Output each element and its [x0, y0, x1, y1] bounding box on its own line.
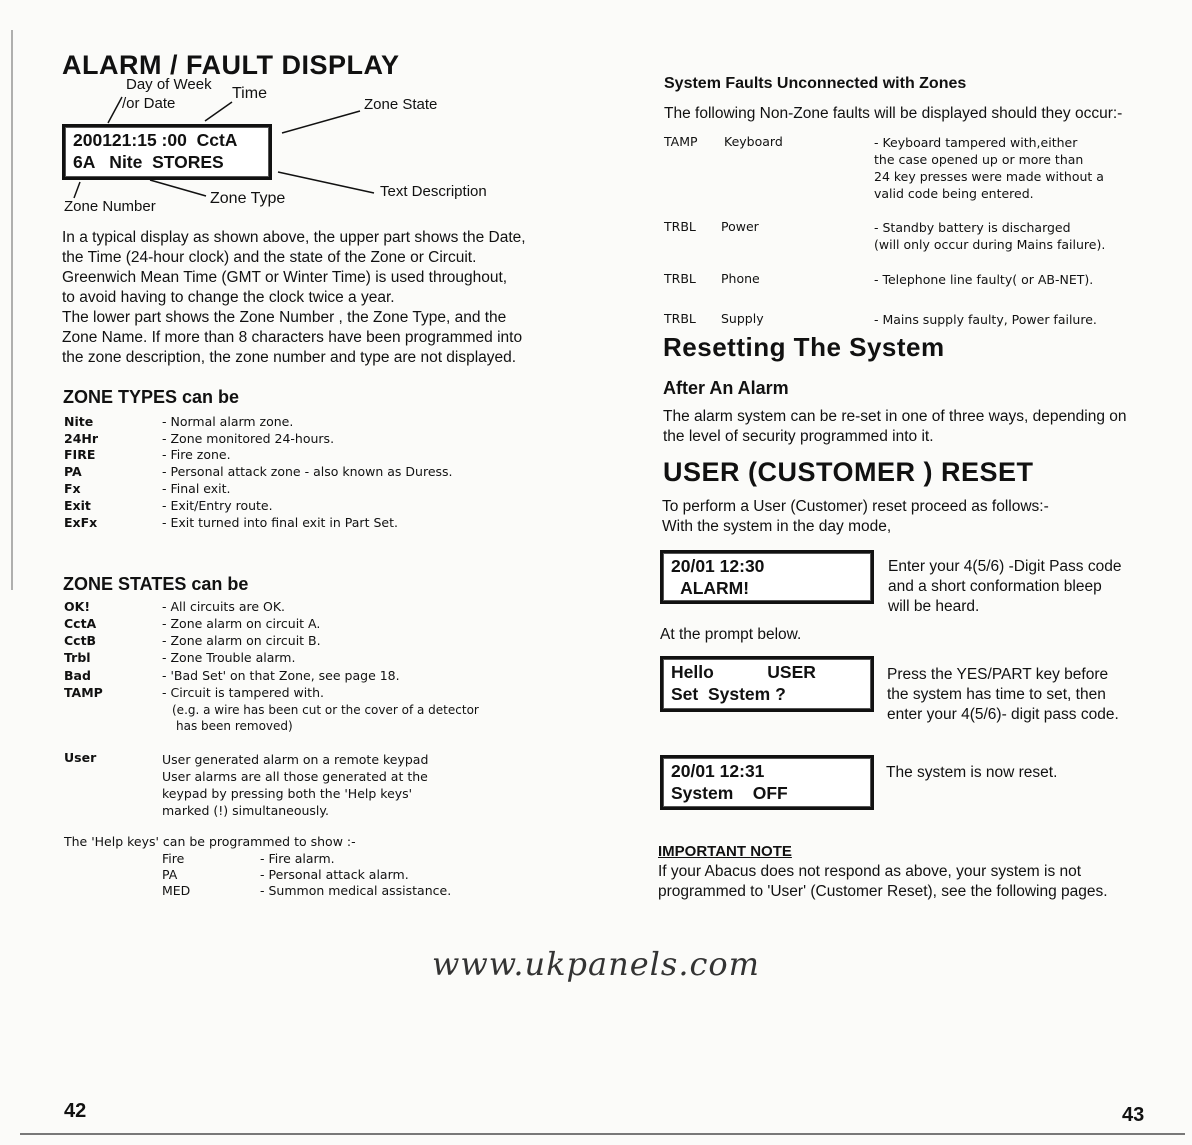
zone-state-desc: - All circuits are OK.: [162, 599, 286, 614]
label-or-date: /or Date: [122, 95, 176, 112]
scan-left-edge: [11, 30, 13, 590]
fault-desc-line: (will only occur during Mains failure).: [874, 237, 1106, 252]
zone-type-desc: - Final exit.: [162, 481, 231, 496]
step-line: Press the YES/PART key before: [887, 666, 1109, 683]
help-key-desc: - Summon medical assistance.: [260, 883, 452, 898]
lcd-line-2: 6A Nite STORES: [73, 152, 224, 172]
fault-name: Phone: [721, 271, 760, 286]
user-reset-intro: [662, 497, 1049, 537]
diagram-leader-lines: [0, 0, 600, 230]
step1-instructions: [888, 557, 1121, 617]
step3-instructions: [886, 763, 1057, 783]
after-alarm-line: The alarm system can be re-set in one of three ways, depending on: [663, 408, 1127, 425]
label-zone-type: Zone Type: [210, 190, 286, 207]
zone-type-code: Exit: [64, 498, 91, 513]
intro-line: the Time (24-hour clock) and the state of the Zone or Circuit.: [62, 249, 477, 266]
step-line: and a short conformation bleep: [888, 578, 1102, 595]
zone-type-code: Fx: [64, 481, 81, 496]
zone-type-desc: - Personal attack zone - also known as Duress.: [162, 464, 453, 479]
after-alarm-line: the level of security programmed into it.: [663, 428, 934, 445]
zone-type-desc: - Normal alarm zone.: [162, 414, 294, 429]
zone-state-desc: - Circuit is tampered with.: [162, 685, 324, 700]
zone-type-code: Nite: [64, 414, 94, 429]
zone-state-code: CctA: [64, 616, 97, 631]
intro-line: Zone Name. If more than 8 characters have been programmed into: [62, 329, 523, 346]
user-line: User alarms are all those generated at the: [162, 769, 428, 784]
important-note-paragraph: [658, 862, 1108, 902]
lcd-line-1: 200121:15 :00 CctA: [73, 130, 238, 150]
fault-name: Keyboard: [724, 134, 783, 149]
page-number-left: 42: [64, 1100, 87, 1122]
after-alarm-heading: After An Alarm: [663, 378, 789, 398]
zone-state-code: Trbl: [64, 650, 91, 665]
tamp-note-line: (e.g. a wire has been cut or the cover of a detector: [172, 703, 479, 717]
help-key-desc: - Personal attack alarm.: [260, 867, 409, 882]
resetting-heading: Resetting The System: [663, 332, 945, 362]
lcd-line-1: Hello USER: [671, 662, 816, 682]
fault-desc-line: valid code being entered.: [874, 186, 1034, 201]
zone-type-code: PA: [64, 464, 82, 479]
zone-state-code: TAMP: [64, 685, 103, 700]
example-lcd-display: [62, 124, 272, 180]
zone-state-desc: - 'Bad Set' on that Zone, see page 18.: [162, 668, 400, 683]
zone-type-code: FIRE: [64, 447, 96, 462]
important-line: programmed to 'User' (Customer Reset), see the following pages.: [658, 883, 1108, 900]
help-key-code: PA: [162, 867, 178, 882]
fault-code: TRBL: [664, 271, 696, 286]
lcd-line-2: System OFF: [671, 783, 788, 803]
step-line: enter your 4(5/6)- digit pass code.: [887, 706, 1119, 723]
help-keys-intro: The 'Help keys' can be programmed to show :-: [64, 834, 356, 849]
fault-description: [874, 311, 1097, 328]
zone-type-desc: - Exit/Entry route.: [162, 498, 273, 513]
fault-desc-line: - Standby battery is discharged: [874, 220, 1071, 235]
faults-intro: The following Non-Zone faults will be displayed should they occur:-: [664, 105, 1123, 122]
label-time: Time: [232, 85, 267, 102]
intro-line: to avoid having to change the clock twice a year.: [62, 289, 395, 306]
help-key-code: MED: [162, 883, 191, 898]
intro-paragraph: [62, 228, 542, 368]
fault-desc-line: - Telephone line faulty( or AB-NET).: [874, 272, 1094, 287]
system-faults-heading: System Faults Unconnected with Zones: [664, 75, 967, 92]
user-description: [162, 751, 428, 819]
intro-line: Greenwich Mean Time (GMT or Winter Time) is used throughout,: [62, 269, 508, 286]
user-line: keypad by pressing both the 'Help keys': [162, 786, 413, 801]
important-line: If your Abacus does not respond as above, your system is not: [658, 863, 1082, 880]
step-line: The system is now reset.: [886, 764, 1058, 781]
zone-state-code: OK!: [64, 599, 91, 614]
label-zone-number: Zone Number: [64, 198, 156, 215]
zone-state-code: CctB: [64, 633, 97, 648]
user-line: User generated alarm on a remote keypad: [162, 752, 429, 767]
label-text-description: Text Description: [380, 183, 487, 200]
user-reset-line: To perform a User (Customer) reset proceed as follows:-: [662, 498, 1049, 515]
important-note-heading: IMPORTANT NOTE: [658, 843, 792, 860]
tamp-note-line: has been removed): [176, 719, 293, 733]
fault-description: [874, 271, 1093, 288]
zone-state-desc: - Zone alarm on circuit B.: [162, 633, 321, 648]
fault-description: [874, 219, 1105, 253]
fault-desc-line: the case opened up or more than: [874, 152, 1084, 167]
fault-desc-line: 24 key presses were made without a: [874, 169, 1104, 184]
prompt-below-text: At the prompt below.: [660, 626, 802, 643]
lcd-system-off-display: [660, 755, 874, 810]
zone-state-code: Bad: [64, 668, 91, 683]
user-line: marked (!) simultaneously.: [162, 803, 329, 818]
lcd-line-2: ALARM!: [671, 578, 750, 598]
zone-type-code: 24Hr: [64, 431, 99, 446]
after-alarm-paragraph: [663, 407, 1127, 447]
lcd-line-1: 20/01 12:31: [671, 761, 765, 781]
zone-type-desc: - Exit turned into final exit in Part Set.: [162, 515, 398, 530]
label-day-of-week: Day of Week: [126, 76, 212, 93]
user-reset-line: With the system in the day mode,: [662, 518, 892, 535]
fault-desc-line: - Keyboard tampered with,either: [874, 135, 1078, 150]
step-line: will be heard.: [888, 598, 980, 615]
lcd-line-2: Set System ?: [671, 684, 786, 704]
zone-type-desc: - Fire zone.: [162, 447, 231, 462]
zone-type-desc: - Zone monitored 24-hours.: [162, 431, 335, 446]
intro-line: The lower part shows the Zone Number , the Zone Type, and the: [62, 309, 507, 326]
help-key-desc: - Fire alarm.: [260, 851, 335, 866]
fault-desc-line: - Mains supply faulty, Power failure.: [874, 312, 1097, 327]
page-number-right: 43: [1122, 1104, 1145, 1126]
user-reset-heading: USER (CUSTOMER ) RESET: [663, 457, 1034, 487]
step-line: Enter your 4(5/6) -Digit Pass code: [888, 558, 1122, 575]
zone-type-code: ExFx: [64, 515, 98, 530]
zone-states-heading: ZONE STATES can be: [63, 574, 249, 594]
watermark-url: www.ukpanels.com: [432, 945, 761, 983]
scan-bottom-edge: [20, 1133, 1185, 1135]
label-zone-state: Zone State: [364, 96, 438, 113]
step-line: the system has time to set, then: [887, 686, 1106, 703]
fault-code: TRBL: [664, 311, 696, 326]
help-key-code: Fire: [162, 851, 185, 866]
intro-line: In a typical display as shown above, the upper part shows the Date,: [62, 229, 526, 246]
user-code: User: [64, 750, 97, 765]
fault-name: Power: [721, 219, 759, 234]
zone-state-desc: - Zone Trouble alarm.: [162, 650, 296, 665]
zone-types-heading: ZONE TYPES can be: [63, 387, 240, 407]
fault-name: Supply: [721, 311, 764, 326]
lcd-alarm-display: [660, 550, 874, 604]
fault-code: TRBL: [664, 219, 696, 234]
fault-description: [874, 134, 1104, 202]
left-page-title: ALARM / FAULT DISPLAY: [62, 50, 400, 80]
step2-instructions: [887, 665, 1119, 725]
zone-state-desc: - Zone alarm on circuit A.: [162, 616, 321, 631]
fault-code: TAMP: [664, 134, 698, 149]
lcd-hello-display: [660, 656, 874, 712]
intro-line: the zone description, the zone number and type are not displayed.: [62, 349, 517, 366]
lcd-line-1: 20/01 12:30: [671, 556, 765, 576]
